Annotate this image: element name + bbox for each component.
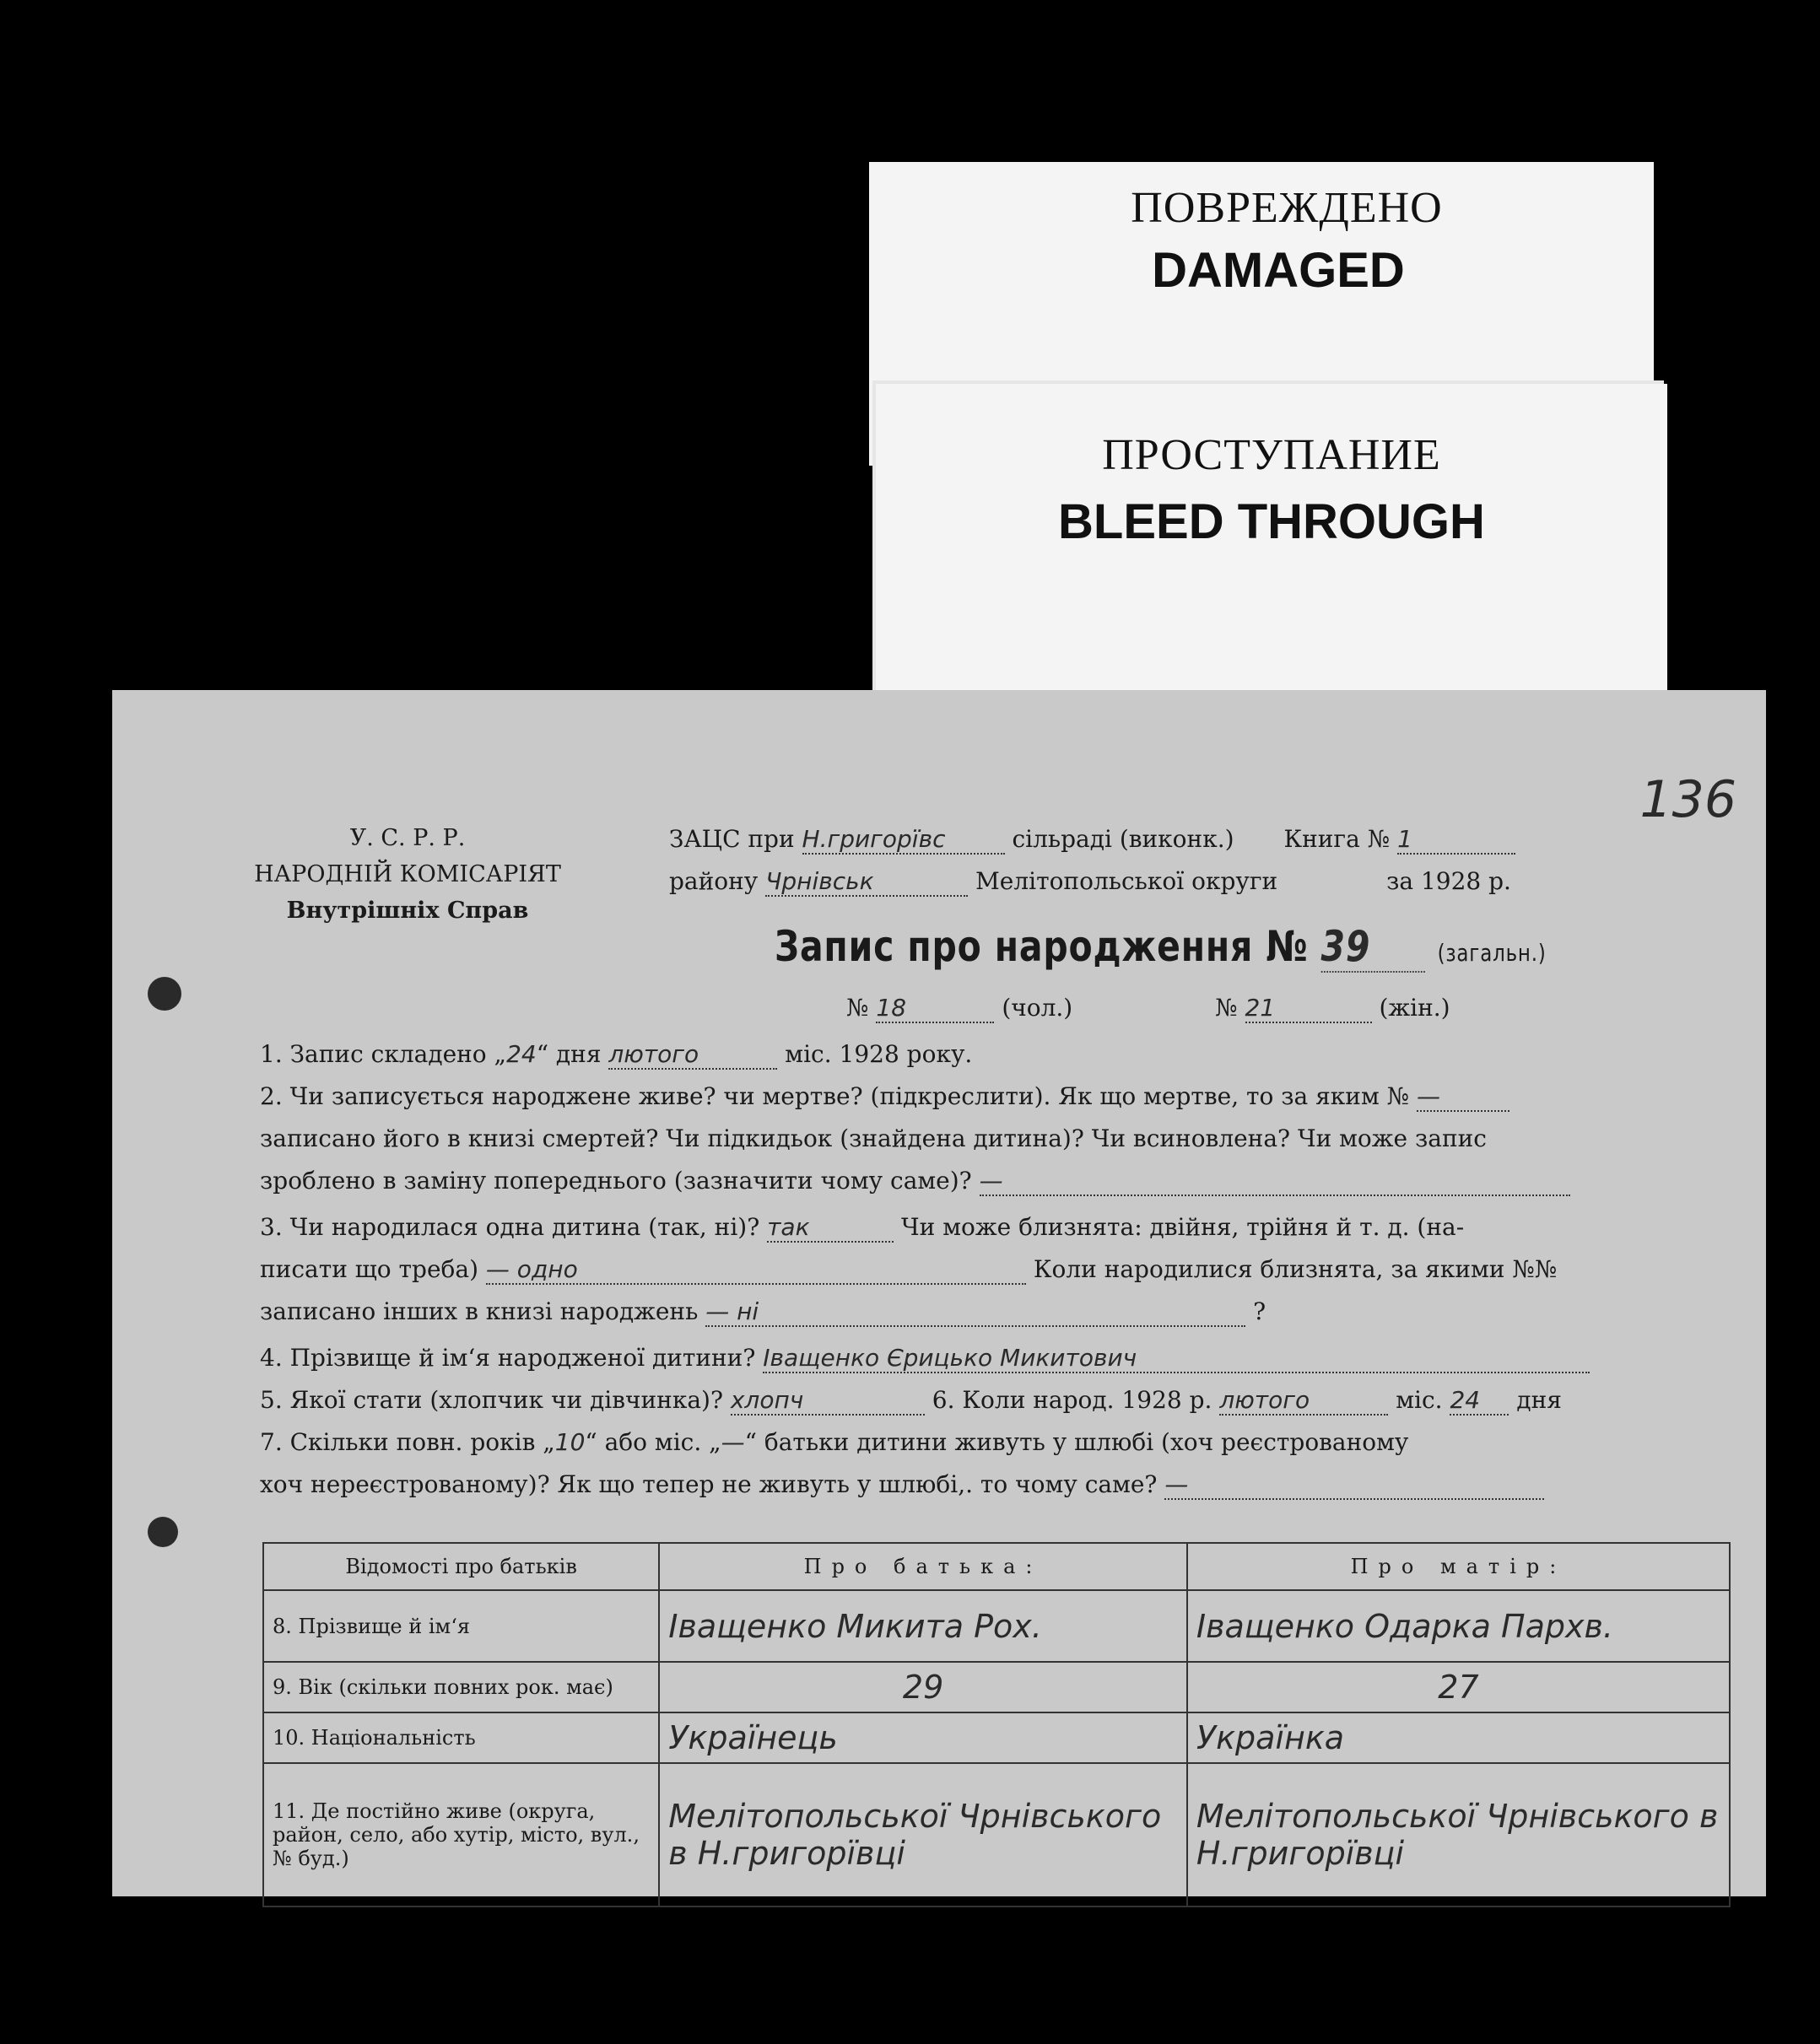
zags-line-1: ЗАЦС при Н.григорївс сільраді (виконк.) Книга № 1 [669, 825, 1515, 855]
table-column-header: Про батька: [659, 1543, 1187, 1590]
damaged-label-ru: ПОВРЕЖДЕНО [1131, 184, 1443, 232]
table-column-header: Відомості про батьків [263, 1543, 659, 1590]
item-2-continued: записано його в книзі смертей? Чи підкидьок (знайдена дитина)? Чи всиновлена? Чи може запис [260, 1124, 1487, 1152]
row-label: 8. Прізвище й ім‘я [263, 1590, 659, 1662]
father-value: Іващенко Микита Рох. [659, 1590, 1187, 1662]
mother-value: Мелітопольської Чрнівського в Н.григорївці [1187, 1763, 1730, 1906]
republic-abbrev: У. С. Р. Р. [349, 825, 466, 851]
village-field: Н.григорївс [802, 825, 1005, 855]
damaged-label-en: DAMAGED [1152, 243, 1405, 298]
death-number-field: — [1417, 1082, 1509, 1112]
father-value: Українець [659, 1712, 1187, 1763]
punch-hole [148, 977, 181, 1011]
table-row [263, 1712, 1730, 1763]
other-records-field: — ні [705, 1297, 1245, 1327]
item-2-line: 2. Чи записується народжене живе? чи мертве? (підкреслити). Як що мертве, то за яким № — [260, 1082, 1509, 1112]
bleed-label-ru: ПРОСТУПАНИЕ [1102, 431, 1441, 479]
item-2-replacement-line: зроблено в заміну попереднього (зазначити чому саме)? — [260, 1167, 1570, 1196]
department-name: Внутрішніх Справ [286, 898, 529, 924]
mother-value: 27 [1187, 1662, 1730, 1712]
item-4-line: 4. Прізвище й ім‘я народженої дитини? Іващенко Єрицько Микитович [260, 1344, 1590, 1373]
table-column-header: Про матір: [1187, 1543, 1730, 1590]
commissariat-name: НАРОДНІЙ КОМІСАРІЯТ [254, 861, 561, 887]
total-number-field: 39 [1321, 922, 1425, 973]
item-7-line: 7. Скільки повн. років „10“ або міс. „—“ батьки дитини живуть у шлюбі (хоч реєстрованому [260, 1428, 1409, 1456]
table-header-row [263, 1543, 1730, 1590]
sex-field: хлопч [731, 1386, 925, 1416]
single-child-field: так [767, 1213, 894, 1243]
not-married-reason-field: — [1164, 1470, 1544, 1500]
female-number-field: 21 [1245, 994, 1372, 1023]
record-month-field: лютого [608, 1040, 777, 1070]
item-3-other-records-line: записано інших в книзі народжень — ні ? [260, 1297, 1266, 1325]
record-title: Запис про народження № 39 (загальн.) [775, 922, 1547, 971]
father-value: 29 [659, 1662, 1187, 1712]
form-header-left [239, 825, 576, 934]
bleed-through-label-card [876, 384, 1667, 700]
row-label: 9. Вік (скільки повних рок. має) [263, 1662, 659, 1712]
male-number-field: 18 [876, 994, 994, 1023]
birth-month-field: лютого [1219, 1386, 1388, 1416]
child-name-field: Іващенко Єрицько Микитович [763, 1344, 1590, 1373]
year-label: за 1928 р. [1386, 867, 1511, 895]
replacement-field: — [980, 1167, 1570, 1196]
table-row [263, 1590, 1730, 1662]
marriage-years-field: 10 [554, 1428, 586, 1456]
birth-record-form [112, 690, 1766, 1896]
record-day-field: 24 [506, 1040, 537, 1068]
item-5-6-line: 5. Якої стати (хлопчик чи дівчинка)? хлопч 6. Коли народ. 1928 р. лютого міс. 24 дня [260, 1386, 1562, 1414]
mother-value: Українка [1187, 1712, 1730, 1763]
zags-line-2: району Чрнівськ Мелітопольської округи за 1928 р. [669, 867, 1511, 895]
item-1-line: 1. Запис складено „24“ дня лютого міс. 1928 року. [260, 1040, 973, 1068]
row-label: 11. Де постійно живе (округа, район, село, або хутір, місто, вул., № буд.) [263, 1763, 659, 1906]
table-row [263, 1763, 1730, 1906]
bleed-label-en: BLEED THROUGH [1058, 494, 1485, 549]
row-label: 10. Національність [263, 1712, 659, 1763]
item-7-continued: хоч нереєстрованому)? Як що тепер не живуть у шлюбі,. то чому саме? — [260, 1470, 1544, 1500]
book-number-field: 1 [1397, 825, 1515, 855]
father-value: Мелітопольської Чрнівського в Н.григорївці [659, 1763, 1187, 1906]
table-row [263, 1662, 1730, 1712]
mother-value: Іващенко Одарка Пархв. [1187, 1590, 1730, 1662]
birth-day-field: 24 [1450, 1386, 1509, 1416]
twins-field: — одно [486, 1255, 1026, 1285]
punch-hole [148, 1517, 178, 1547]
item-3-line: 3. Чи народилася одна дитина (так, ні)? так Чи може близнята: двійня, трійня й т. д. (на- [260, 1213, 1465, 1241]
record-numbers-line: № 18 (чол.) № 21 (жін.) [846, 994, 1450, 1022]
marriage-months-field: — [721, 1428, 745, 1456]
district-field: Чрнівськ [765, 867, 968, 897]
item-3-twins-line: писати що треба) — одно Коли народилися близнята, за якими №№ [260, 1255, 1558, 1283]
page-number: 136 [1639, 770, 1736, 829]
parents-table [262, 1542, 1731, 1907]
